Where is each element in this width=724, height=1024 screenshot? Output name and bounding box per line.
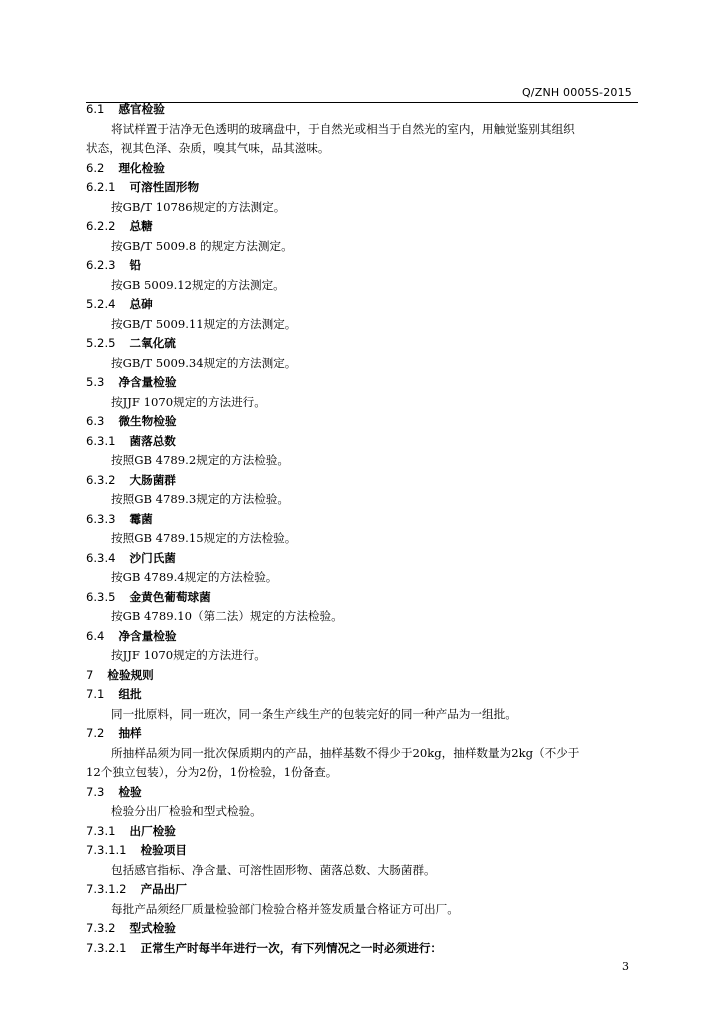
paragraph-line: 按照GB 4789.15规定的方法检验。 [111,531,297,545]
paragraph-line: 所抽样品须为同一批次保质期内的产品，抽样基数不得少于20kg，抽样数量为2kg（不少于 [111,745,580,760]
section-number: 7.3.1.2 [86,882,127,896]
section-number: 6.2.2 [86,219,116,233]
paragraph-line: 按GB 4789.4规定的方法检验。 [111,570,278,584]
section-heading [86,588,646,608]
section-number: 6.2.1 [86,180,116,194]
paragraph-line: 按GB 5009.12规定的方法测定。 [111,277,285,292]
section-title: 菌落总数 [129,433,176,448]
section-number: 6.3.3 [86,511,116,526]
section-title: 检验规则 [107,667,154,682]
section-title: 铅 [129,258,142,272]
paragraph-line: 按照GB 4789.2规定的方法检验。 [111,453,289,467]
section-title: 净含量检验 [118,628,177,643]
section-heading [86,724,646,744]
section-heading [86,412,646,432]
section-number: 7.3.1.1 [86,843,127,857]
section-heading [86,100,646,120]
section-number: 6.2 [86,160,105,175]
section-number: 5.3 [86,375,105,389]
section-title: 可溶性固形物 [129,180,200,194]
section-number: 7.3 [86,784,105,799]
section-heading [86,666,646,686]
section-number: 6.3.4 [86,550,116,565]
section-heading [86,334,646,354]
section-title: 抽样 [118,726,142,740]
section-number: 6.3 [86,414,105,428]
section-heading [86,159,646,179]
section-number: 5.2.5 [86,336,116,350]
section-heading [86,217,646,237]
paragraph-line: 状态，视其色泽、杂质，嗅其气味，品其滋味。 [86,141,330,155]
document-body [86,100,646,958]
section-title: 金黄色葡萄球菌 [129,589,211,604]
section-number: 6.3.5 [86,589,116,604]
section-number: 7.2 [86,726,105,740]
section-heading [86,549,646,569]
section-heading [86,256,646,276]
section-number: 7.3.2 [86,921,116,935]
section-number: 5.2.4 [86,297,116,311]
paragraph-line: 包括感官指标、净含量、可溶性固形物、菌落总数、大肠菌群。 [111,862,436,877]
paragraph-line: 12个独立包装），分为2份，1份检验，1份备查。 [86,765,338,779]
section-heading [86,627,646,647]
section-heading [86,841,646,861]
section-number: 6.3.2 [86,472,116,487]
section-heading [86,178,646,198]
paragraph-line: 每批产品须经厂质量检验部门检验合格并签发质量合格证方可出厂。 [111,901,459,916]
section-title: 微生物检验 [118,414,177,428]
paragraph-line: 按GB/T 5009.11规定的方法测定。 [111,316,297,331]
section-title: 检验 [118,784,142,799]
section-title: 产品出厂 [140,882,187,896]
paragraph-line: 按GB/T 5009.34规定的方法测定。 [111,355,297,370]
section-heading [86,783,646,803]
section-title: 组批 [118,687,142,701]
section-title: 正常生产时每半年进行一次，有下列情况之一时必须进行： [140,940,443,955]
section-number: 6.2.3 [86,258,116,272]
paragraph-line: 同一批原料，同一班次，同一条生产线生产的包装完好的同一种产品为一组批。 [111,706,517,721]
paragraph-line: 按JJF 1070规定的方法进行。 [111,394,266,409]
section-heading [86,471,646,491]
paragraph-line: 按GB/T 5009.8 的规定方法测定。 [111,238,293,253]
section-title: 型式检验 [129,921,176,935]
section-heading [86,373,646,393]
page-number: 3 [622,960,629,973]
section-heading [86,295,646,315]
section-heading [86,510,646,530]
section-title: 霉菌 [129,511,153,526]
section-number: 6.1 [86,102,105,116]
section-title: 大肠菌群 [129,472,176,487]
section-title: 总糖 [129,219,153,233]
paragraph-line: 按JJF 1070规定的方法进行。 [111,648,266,662]
document-code: Q/ZNH 0005S-2015 [521,86,632,99]
section-heading [86,822,646,842]
section-number: 7.3.1 [86,823,116,838]
section-number: 7 [86,667,94,682]
section-heading [86,685,646,705]
section-title: 沙门氏菌 [129,550,176,565]
section-number: 7.1 [86,687,105,701]
section-number: 6.4 [86,628,105,643]
section-heading [86,432,646,452]
section-heading [86,919,646,939]
section-title: 感官检验 [118,102,165,116]
section-heading [86,880,646,900]
paragraph-line: 按GB 4789.10（第二法）规定的方法检验。 [111,609,343,623]
section-title: 检验项目 [140,843,187,857]
section-title: 出厂检验 [129,823,176,838]
section-number: 6.3.1 [86,433,116,448]
paragraph-line: 将试样置于洁净无色透明的玻璃盘中，于自然光或相当于自然光的室内，用触觉鉴别其组织 [111,121,575,136]
section-title: 净含量检验 [118,375,177,389]
section-title: 理化检验 [118,160,165,175]
section-title: 总砷 [129,297,153,311]
section-title: 二氧化硫 [129,336,176,350]
paragraph-line: 按GB/T 10786规定的方法测定。 [111,199,286,214]
section-number: 7.3.2.1 [86,940,127,955]
paragraph-line: 检验分出厂检验和型式检验。 [111,804,262,818]
section-heading [86,939,646,959]
paragraph-line: 按照GB 4789.3规定的方法检验。 [111,492,289,506]
